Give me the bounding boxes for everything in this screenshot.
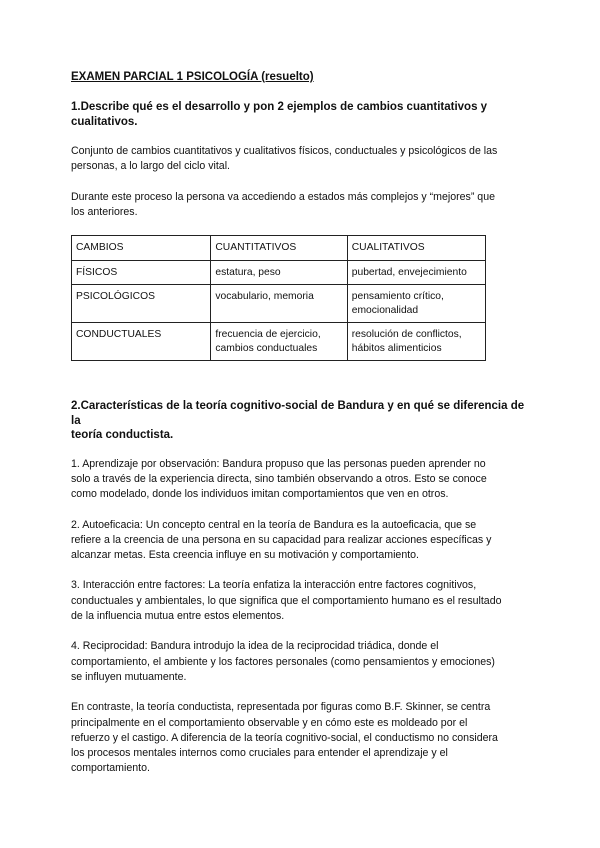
cell-line: resolución de conflictos, (351, 329, 462, 341)
table-cell (347, 323, 485, 361)
table-header-cell: CUANTITATIVOS (211, 236, 347, 261)
self-efficacy-paragraph (71, 518, 531, 564)
table-cell (347, 285, 485, 323)
text-line: 2. Autoeficacia: Un concepto central en la teoría de Bandura es la autoeficacia, que se (71, 518, 477, 531)
interaction-paragraph (71, 578, 531, 624)
table-cell (211, 285, 347, 323)
cell-line: pubertad, envejecimiento (351, 266, 467, 278)
text-line: de la influencia mutua entre estos elementos. (71, 610, 285, 623)
cell-line: emocionalidad (351, 304, 419, 316)
text-line: como modelado, donde los individuos imitan comportamientos que ven en otros. (71, 488, 449, 501)
table-cell: PSICOLÓGICOS (72, 285, 211, 323)
reciprocity-paragraph (71, 639, 531, 685)
question-1-heading-line: 1.Describe qué es el desarrollo y pon 2 ejemplos de cambios cuantitativos y (71, 101, 488, 113)
text-line: 3. Interacción entre factores: La teoría enfatiza la interacción entre factores cognitivos, (71, 579, 477, 592)
text-line: refiere a la creencia de una persona en su capacidad para realizar acciones específicas y (71, 533, 492, 546)
observation-paragraph (71, 457, 531, 503)
process-paragraph (71, 190, 531, 221)
table-row (72, 285, 486, 323)
table-row (72, 260, 486, 285)
table-header-cell: CAMBIOS (72, 236, 211, 261)
text-line: 1. Aprendizaje por observación: Bandura propuso que las personas pueden aprender no (71, 457, 486, 470)
cell-line: frecuencia de ejercicio, (215, 329, 321, 341)
text-line: los procesos mentales internos como cruciales para entender el aprendizaje y el (71, 747, 448, 760)
table-cell (211, 323, 347, 361)
table-header-cell: CUALITATIVOS (347, 236, 485, 261)
exam-title: EXAMEN PARCIAL 1 PSICOLOGÍA (resuelto) (71, 71, 314, 83)
text-line: conductuales y ambientales, lo que significa que el comportamiento humano es el resultado (71, 594, 502, 607)
table-cell: FÍSICOS (72, 260, 211, 285)
text-line: personas, a lo largo del ciclo vital. (71, 160, 230, 173)
text-line: solo a través de la experiencia directa, sino también observando a otros. Esto se conoce (71, 472, 487, 485)
text-line: En contraste, la teoría conductista, representada por figuras como B.F. Skinner, se centra (71, 701, 491, 714)
text-line: comportamiento, el ambiente y los factores personales (como pensamientos y emociones) (71, 655, 495, 668)
cell-line: estatura, peso (215, 266, 281, 278)
table-cell: CONDUCTUALES (72, 323, 211, 361)
cell-line: pensamiento crítico, (351, 291, 444, 303)
changes-table (71, 235, 486, 361)
text-line: principalmente en el comportamiento observable y en cómo este es moldeado por el (71, 716, 468, 729)
cell-line: hábitos alimenticios (351, 342, 442, 354)
text-line: comportamiento. (71, 762, 150, 775)
definition-paragraph (71, 144, 531, 175)
question-2-heading-line: 2.Características de la teoría cognitivo-social de Bandura y en qué se diferencia de la (71, 400, 525, 427)
cell-line: cambios conductuales (215, 342, 318, 354)
text-line: alcanzar metas. Esta creencia influye en su motivación y comportamiento. (71, 549, 419, 562)
table-header-row (72, 236, 486, 261)
text-line: 4. Reciprocidad: Bandura introdujo la idea de la reciprocidad triádica, donde el (71, 640, 439, 653)
question-1-heading (71, 100, 531, 129)
contrast-paragraph (71, 700, 531, 776)
table-row (72, 323, 486, 361)
text-line: refuerzo y el castigo. A diferencia de la teoría cognitivo-social, el conductismo no considera (71, 731, 498, 744)
text-line: se influyen mutuamente. (71, 670, 187, 683)
document-page (71, 70, 531, 777)
question-2-heading (71, 399, 531, 443)
table-cell (211, 260, 347, 285)
text-line: Durante este proceso la persona va accediendo a estados más complejos y “mejores” que (71, 190, 495, 203)
text-line: los anteriores. (71, 205, 138, 218)
cell-line: vocabulario, memoria (215, 291, 314, 303)
table-cell (347, 260, 485, 285)
question-2-heading-line: teoría conductista. (71, 429, 174, 442)
question-1-heading-line: cualitativos. (71, 115, 138, 128)
text-line: Conjunto de cambios cuantitativos y cualitativos físicos, conductuales y psicológicos de las (71, 145, 498, 157)
